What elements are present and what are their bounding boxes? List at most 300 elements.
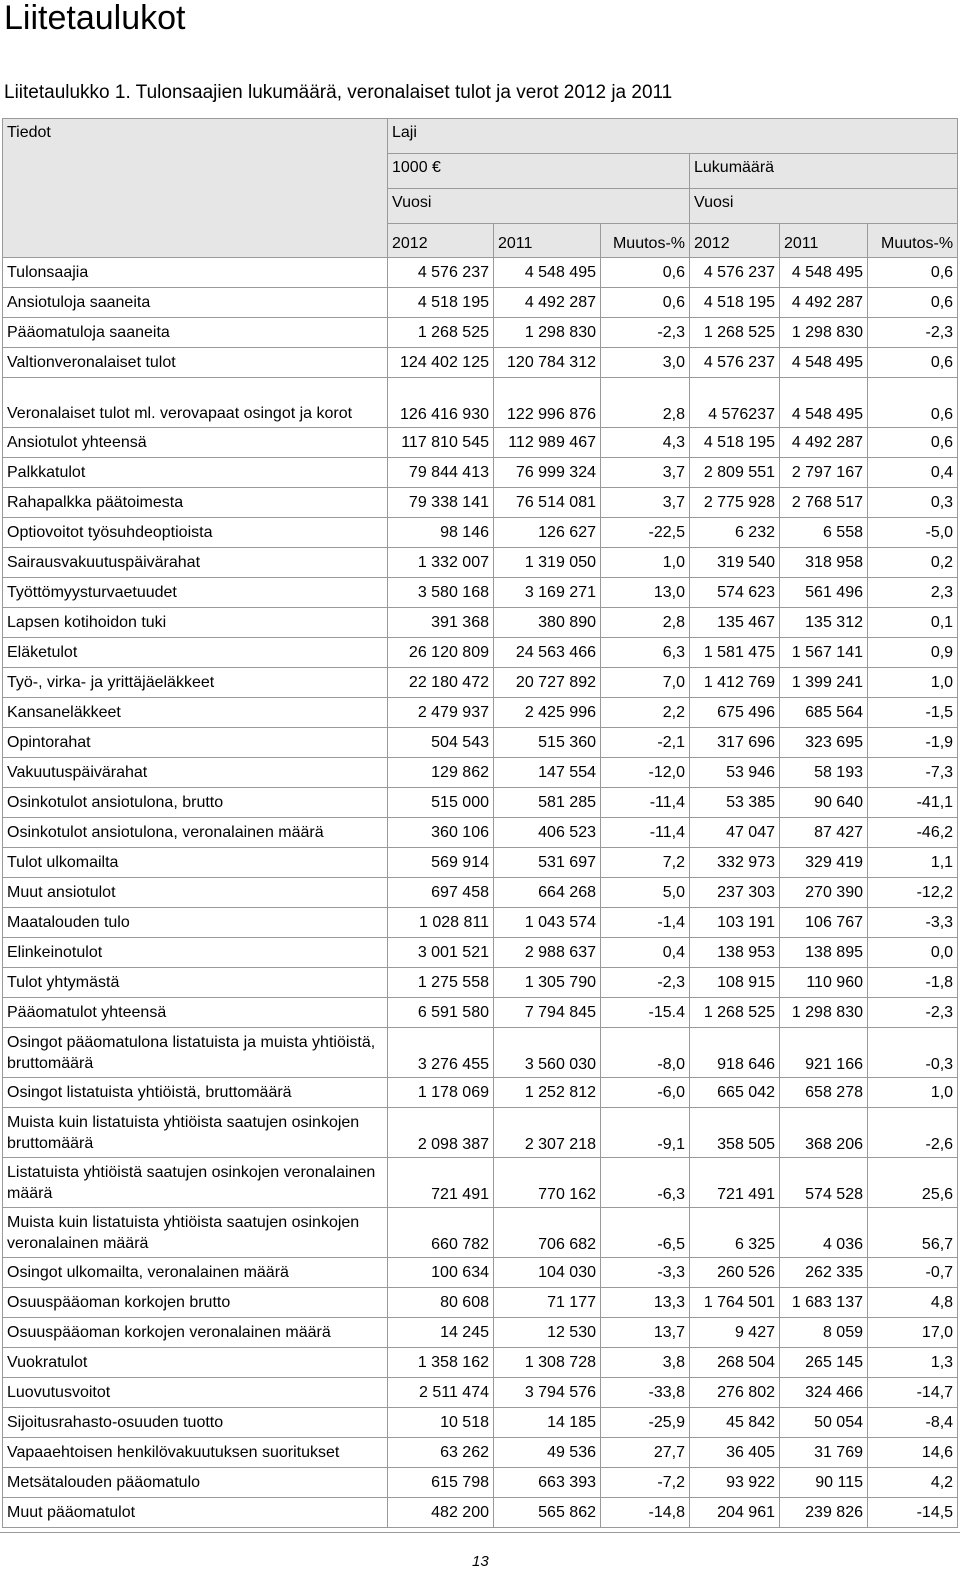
table-cell: 45 842 — [690, 1408, 780, 1438]
table-cell: 106 767 — [780, 908, 868, 938]
table-cell: -2,3 — [601, 968, 690, 998]
table-cell: 531 697 — [494, 848, 601, 878]
table-cell: -41,1 — [868, 788, 958, 818]
table-cell: -9,1 — [601, 1108, 690, 1158]
header-muutos-amount: Muutos-% — [601, 224, 690, 258]
table-cell: 3 794 576 — [494, 1378, 601, 1408]
row-label: Tulot yhtymästä — [3, 968, 388, 998]
table-cell: 126 627 — [494, 518, 601, 548]
table-cell: 8 059 — [780, 1318, 868, 1348]
table-cell: 36 405 — [690, 1438, 780, 1468]
row-label: Muut pääomatulot — [3, 1498, 388, 1528]
row-label: Rahapalkka päätoimesta — [3, 488, 388, 518]
table-row — [3, 638, 958, 668]
table-cell: 323 695 — [780, 728, 868, 758]
table-cell: 49 536 — [494, 1438, 601, 1468]
table-cell: 0,2 — [868, 548, 958, 578]
row-label: Osingot listatuista yhtiöistä, bruttomäärä — [3, 1078, 388, 1108]
table-cell: 135 467 — [690, 608, 780, 638]
table-cell: 71 177 — [494, 1288, 601, 1318]
table-caption: Liitetaulukko 1. Tulonsaajien lukumäärä, veronalaiset tulot ja verot 2012 ja 2011 — [4, 82, 673, 103]
table-cell: 58 193 — [780, 758, 868, 788]
table-cell: 561 496 — [780, 578, 868, 608]
page-title: Liitetaulukot — [4, 0, 186, 37]
table-cell: 0,6 — [868, 428, 958, 458]
table-cell: 319 540 — [690, 548, 780, 578]
table-cell: 12 530 — [494, 1318, 601, 1348]
header-laji: Laji — [388, 119, 958, 154]
table-cell: -22,5 — [601, 518, 690, 548]
row-label: Opintorahat — [3, 728, 388, 758]
table-cell: 126 416 930 — [388, 378, 494, 428]
table-cell: 110 960 — [780, 968, 868, 998]
header-2012-count: 2012 — [690, 224, 780, 258]
row-label: Sijoitusrahasto-osuuden tuotto — [3, 1408, 388, 1438]
table-cell: 124 402 125 — [388, 348, 494, 378]
table-row — [3, 1438, 958, 1468]
table-cell: 80 608 — [388, 1288, 494, 1318]
header-vuosi-count: Vuosi — [690, 189, 958, 224]
table-cell: 3 276 455 — [388, 1028, 494, 1078]
header-tiedot: Tiedot — [3, 119, 388, 258]
table-cell: 329 419 — [780, 848, 868, 878]
table-cell: 4,8 — [868, 1288, 958, 1318]
table-cell: 0,6 — [868, 258, 958, 288]
table-cell: 358 505 — [690, 1108, 780, 1158]
table-cell: 7,2 — [601, 848, 690, 878]
table-cell: 1 683 137 — [780, 1288, 868, 1318]
table-row — [3, 878, 958, 908]
table-cell: 1,1 — [868, 848, 958, 878]
table-cell: 4 548 495 — [494, 258, 601, 288]
table-cell: -7,2 — [601, 1468, 690, 1498]
table-cell: 706 682 — [494, 1208, 601, 1258]
row-label: Listatuista yhtiöistä saatujen osinkojen veronalainen määrä — [3, 1158, 388, 1208]
table-cell: -2,3 — [601, 318, 690, 348]
table-cell: 6,3 — [601, 638, 690, 668]
table-cell: 2 768 517 — [780, 488, 868, 518]
row-label: Osinkotulot ansiotulona, brutto — [3, 788, 388, 818]
table-cell: 7 794 845 — [494, 998, 601, 1028]
row-label: Lapsen kotihoidon tuki — [3, 608, 388, 638]
table-row — [3, 488, 958, 518]
table-cell: -6,5 — [601, 1208, 690, 1258]
table-cell: 3,0 — [601, 348, 690, 378]
table-cell: 1 412 769 — [690, 668, 780, 698]
table-cell: 87 427 — [780, 818, 868, 848]
table-cell: 129 862 — [388, 758, 494, 788]
table-row — [3, 818, 958, 848]
table-cell: 565 862 — [494, 1498, 601, 1528]
table-cell: 1 298 830 — [780, 318, 868, 348]
table-cell: 265 145 — [780, 1348, 868, 1378]
row-label: Valtionveronalaiset tulot — [3, 348, 388, 378]
table-cell: 3 169 271 — [494, 578, 601, 608]
table-cell: 26 120 809 — [388, 638, 494, 668]
row-label: Vakuutuspäivärahat — [3, 758, 388, 788]
row-label: Osuuspääoman korkojen veronalainen määrä — [3, 1318, 388, 1348]
table-cell: 56,7 — [868, 1208, 958, 1258]
table-cell: 63 262 — [388, 1438, 494, 1468]
table-cell: 1 319 050 — [494, 548, 601, 578]
row-label: Muista kuin listatuista yhtiöista saatujen osinkojen veronalainen määrä — [3, 1208, 388, 1258]
table-cell: 108 915 — [690, 968, 780, 998]
table-cell: 615 798 — [388, 1468, 494, 1498]
table-row — [3, 258, 958, 288]
footer-divider — [0, 1532, 960, 1533]
table-cell: 14 245 — [388, 1318, 494, 1348]
table-row — [3, 288, 958, 318]
table-cell: -0,3 — [868, 1028, 958, 1078]
table-cell: 1 764 501 — [690, 1288, 780, 1318]
table-cell: 17,0 — [868, 1318, 958, 1348]
table-cell: 79 844 413 — [388, 458, 494, 488]
table-cell: 2 307 218 — [494, 1108, 601, 1158]
table-cell: -46,2 — [868, 818, 958, 848]
table-header — [3, 119, 958, 258]
table-cell: 262 335 — [780, 1258, 868, 1288]
table-cell: 98 146 — [388, 518, 494, 548]
table-cell: -1,8 — [868, 968, 958, 998]
table-cell: 0,6 — [868, 378, 958, 428]
table-cell: 53 385 — [690, 788, 780, 818]
table-cell: 93 922 — [690, 1468, 780, 1498]
table-cell: 270 390 — [780, 878, 868, 908]
table-cell: -1,4 — [601, 908, 690, 938]
table-row — [3, 318, 958, 348]
table-cell: 1 308 728 — [494, 1348, 601, 1378]
table-cell: -2,1 — [601, 728, 690, 758]
table-row — [3, 1468, 958, 1498]
table-row — [3, 1288, 958, 1318]
table-row — [3, 1318, 958, 1348]
table-cell: 1 275 558 — [388, 968, 494, 998]
table-cell: 20 727 892 — [494, 668, 601, 698]
table-cell: 3,8 — [601, 1348, 690, 1378]
table-row — [3, 1378, 958, 1408]
table-cell: 10 518 — [388, 1408, 494, 1438]
table-cell: 1,0 — [601, 548, 690, 578]
table-cell: 921 166 — [780, 1028, 868, 1078]
table-cell: 4 548 495 — [780, 348, 868, 378]
table-row — [3, 1158, 958, 1208]
table-cell: 0,1 — [868, 608, 958, 638]
table-cell: -14,5 — [868, 1498, 958, 1528]
table-cell: 515 000 — [388, 788, 494, 818]
table-cell: 90 640 — [780, 788, 868, 818]
table-body — [3, 258, 958, 1528]
row-label: Tulot ulkomailta — [3, 848, 388, 878]
table-cell: 675 496 — [690, 698, 780, 728]
table-cell: 2 479 937 — [388, 698, 494, 728]
table-cell: 721 491 — [690, 1158, 780, 1208]
table-cell: 2 425 996 — [494, 698, 601, 728]
table-cell: 3 001 521 — [388, 938, 494, 968]
table-cell: 1 043 574 — [494, 908, 601, 938]
table-cell: 2 988 637 — [494, 938, 601, 968]
table-row — [3, 1348, 958, 1378]
table-cell: 260 526 — [690, 1258, 780, 1288]
table-cell: 9 427 — [690, 1318, 780, 1348]
table-cell: 2,2 — [601, 698, 690, 728]
table-cell: 6 325 — [690, 1208, 780, 1258]
table-cell: 4 492 287 — [780, 288, 868, 318]
table-cell: 24 563 466 — [494, 638, 601, 668]
row-label: Työttömyysturvaetuudet — [3, 578, 388, 608]
table-cell: 1 252 812 — [494, 1078, 601, 1108]
table-row — [3, 518, 958, 548]
table-cell: -1,5 — [868, 698, 958, 728]
row-label: Pääomatulot yhteensä — [3, 998, 388, 1028]
table-cell: 14,6 — [868, 1438, 958, 1468]
table-cell: 3 560 030 — [494, 1028, 601, 1078]
table-cell: 2 511 474 — [388, 1378, 494, 1408]
table-cell: 138 895 — [780, 938, 868, 968]
table-cell: 13,3 — [601, 1288, 690, 1318]
table-cell: 5,0 — [601, 878, 690, 908]
table-cell: 13,7 — [601, 1318, 690, 1348]
table-cell: 6 591 580 — [388, 998, 494, 1028]
table-row — [3, 998, 958, 1028]
table-cell: 660 782 — [388, 1208, 494, 1258]
table-cell: 103 191 — [690, 908, 780, 938]
header-2012-amount: 2012 — [388, 224, 494, 258]
table-cell: 3,7 — [601, 488, 690, 518]
table-cell: 117 810 545 — [388, 428, 494, 458]
table-cell: -14,7 — [868, 1378, 958, 1408]
table-row — [3, 348, 958, 378]
table-cell: 3,7 — [601, 458, 690, 488]
table-cell: 317 696 — [690, 728, 780, 758]
table-row — [3, 728, 958, 758]
table-row — [3, 848, 958, 878]
table-row — [3, 458, 958, 488]
table-row — [3, 908, 958, 938]
table-cell: -2,6 — [868, 1108, 958, 1158]
table-cell: 4 576 237 — [690, 258, 780, 288]
table-cell: 276 802 — [690, 1378, 780, 1408]
table-row — [3, 578, 958, 608]
table-cell: 7,0 — [601, 668, 690, 698]
table-cell: 135 312 — [780, 608, 868, 638]
table-cell: 1 332 007 — [388, 548, 494, 578]
table-cell: 1 358 162 — [388, 1348, 494, 1378]
row-label: Ansiotuloja saaneita — [3, 288, 388, 318]
header-2011-amount: 2011 — [494, 224, 601, 258]
row-label: Muut ansiotulot — [3, 878, 388, 908]
table-cell: 4 518 195 — [690, 288, 780, 318]
table-cell: 104 030 — [494, 1258, 601, 1288]
header-unit-1000eur: 1000 € — [388, 154, 690, 189]
table-cell: 2 775 928 — [690, 488, 780, 518]
table-cell: 368 206 — [780, 1108, 868, 1158]
row-label: Vuokratulot — [3, 1348, 388, 1378]
table-cell: 2,8 — [601, 378, 690, 428]
table-row — [3, 1408, 958, 1438]
table-cell: 391 368 — [388, 608, 494, 638]
row-label: Pääomatuloja saaneita — [3, 318, 388, 348]
table-row — [3, 1498, 958, 1528]
table-cell: -33,8 — [601, 1378, 690, 1408]
table-row — [3, 548, 958, 578]
table-cell: 76 514 081 — [494, 488, 601, 518]
header-muutos-count: Muutos-% — [868, 224, 958, 258]
row-label: Muista kuin listatuista yhtiöista saatujen osinkojen bruttomäärä — [3, 1108, 388, 1158]
header-vuosi-amount: Vuosi — [388, 189, 690, 224]
table-cell: 658 278 — [780, 1078, 868, 1108]
table-cell: -11,4 — [601, 788, 690, 818]
table-cell: 4 518 195 — [388, 288, 494, 318]
table-cell: 76 999 324 — [494, 458, 601, 488]
row-label: Elinkeinotulot — [3, 938, 388, 968]
table-cell: 4,3 — [601, 428, 690, 458]
table-cell: 664 268 — [494, 878, 601, 908]
table-cell: -8,4 — [868, 1408, 958, 1438]
table-cell: -14,8 — [601, 1498, 690, 1528]
table-cell: -25,9 — [601, 1408, 690, 1438]
table-cell: -15.4 — [601, 998, 690, 1028]
table-cell: 4 548 495 — [780, 378, 868, 428]
table-cell: 0,6 — [601, 258, 690, 288]
table-cell: 4 036 — [780, 1208, 868, 1258]
table-cell: 120 784 312 — [494, 348, 601, 378]
table-cell: 27,7 — [601, 1438, 690, 1468]
table-cell: 1 399 241 — [780, 668, 868, 698]
table-cell: 2,3 — [868, 578, 958, 608]
table-row — [3, 968, 958, 998]
table-cell: 0,6 — [868, 288, 958, 318]
table-cell: 138 953 — [690, 938, 780, 968]
table-cell: 6 232 — [690, 518, 780, 548]
table-cell: 574 528 — [780, 1158, 868, 1208]
table-cell: 569 914 — [388, 848, 494, 878]
table-cell: 1 268 525 — [690, 998, 780, 1028]
table-cell: 0,3 — [868, 488, 958, 518]
table-cell: 515 360 — [494, 728, 601, 758]
table-cell: -0,7 — [868, 1258, 958, 1288]
table-cell: 332 973 — [690, 848, 780, 878]
table-cell: 721 491 — [388, 1158, 494, 1208]
table-cell: 1 268 525 — [690, 318, 780, 348]
table-cell: 1,0 — [868, 1078, 958, 1108]
table-row — [3, 378, 958, 428]
table-cell: 4,2 — [868, 1468, 958, 1498]
table-row — [3, 698, 958, 728]
table-cell: -8,0 — [601, 1028, 690, 1078]
table-row — [3, 1078, 958, 1108]
table-cell: 1 178 069 — [388, 1078, 494, 1108]
table-row — [3, 788, 958, 818]
table-cell: 239 826 — [780, 1498, 868, 1528]
page-number: 13 — [472, 1553, 489, 1570]
header-2011-count: 2011 — [780, 224, 868, 258]
table-cell: 79 338 141 — [388, 488, 494, 518]
table-cell: -6,0 — [601, 1078, 690, 1108]
table-cell: 13,0 — [601, 578, 690, 608]
row-label: Työ-, virka- ja yrittäjäeläkkeet — [3, 668, 388, 698]
table-cell: 574 623 — [690, 578, 780, 608]
table-cell: -12,2 — [868, 878, 958, 908]
table-cell: 237 303 — [690, 878, 780, 908]
table-cell: -1,9 — [868, 728, 958, 758]
table-cell: 685 564 — [780, 698, 868, 728]
row-label: Tulonsaajia — [3, 258, 388, 288]
header-lukumaara: Lukumäärä — [690, 154, 958, 189]
table-cell: 6 558 — [780, 518, 868, 548]
row-label: Eläketulot — [3, 638, 388, 668]
table-cell: 0,4 — [601, 938, 690, 968]
table-cell: 581 285 — [494, 788, 601, 818]
table-cell: 4 518 195 — [690, 428, 780, 458]
table-cell: 47 047 — [690, 818, 780, 848]
table-cell: 50 054 — [780, 1408, 868, 1438]
table-cell: 22 180 472 — [388, 668, 494, 698]
table-cell: -3,3 — [868, 908, 958, 938]
table-cell: -6,3 — [601, 1158, 690, 1208]
table-cell: 0,9 — [868, 638, 958, 668]
table-row — [3, 1028, 958, 1078]
table-row — [3, 608, 958, 638]
table-cell: 697 458 — [388, 878, 494, 908]
table-row — [3, 1108, 958, 1158]
table-cell: 1,3 — [868, 1348, 958, 1378]
table-cell: 1 028 811 — [388, 908, 494, 938]
table-cell: 1 268 525 — [388, 318, 494, 348]
table-cell: 406 523 — [494, 818, 601, 848]
table-cell: 4 576 237 — [690, 348, 780, 378]
table-row — [3, 938, 958, 968]
table-cell: 122 996 876 — [494, 378, 601, 428]
table-cell: 90 115 — [780, 1468, 868, 1498]
table-cell: -2,3 — [868, 318, 958, 348]
table-cell: -11,4 — [601, 818, 690, 848]
table-cell: 482 200 — [388, 1498, 494, 1528]
table-cell: 1 298 830 — [780, 998, 868, 1028]
table-row — [3, 668, 958, 698]
table-cell: 2 098 387 — [388, 1108, 494, 1158]
table-cell: 2,8 — [601, 608, 690, 638]
row-label: Osuuspääoman korkojen brutto — [3, 1288, 388, 1318]
table-cell: 504 543 — [388, 728, 494, 758]
table-cell: -7,3 — [868, 758, 958, 788]
table-cell: 100 634 — [388, 1258, 494, 1288]
table-row — [3, 758, 958, 788]
table-cell: 324 466 — [780, 1378, 868, 1408]
table-cell: 1,0 — [868, 668, 958, 698]
table-cell: 25,6 — [868, 1158, 958, 1208]
row-label: Metsätalouden pääomatulo — [3, 1468, 388, 1498]
table-cell: 4 548 495 — [780, 258, 868, 288]
table-cell: 1 581 475 — [690, 638, 780, 668]
table-cell: 3 580 168 — [388, 578, 494, 608]
table-cell: 0,0 — [868, 938, 958, 968]
table-cell: 360 106 — [388, 818, 494, 848]
table-cell: 268 504 — [690, 1348, 780, 1378]
row-label: Veronalaiset tulot ml. verovapaat osingot ja korot — [3, 378, 388, 428]
table-cell: 770 162 — [494, 1158, 601, 1208]
table-cell: -3,3 — [601, 1258, 690, 1288]
table-cell: 4 492 287 — [780, 428, 868, 458]
table-cell: 1 305 790 — [494, 968, 601, 998]
table-cell: 380 890 — [494, 608, 601, 638]
table-cell: 1 298 830 — [494, 318, 601, 348]
table-row — [3, 428, 958, 458]
row-label: Maatalouden tulo — [3, 908, 388, 938]
table-cell: 318 958 — [780, 548, 868, 578]
table-cell: 0,4 — [868, 458, 958, 488]
row-label: Optiovoitot työsuhdeoptioista — [3, 518, 388, 548]
table-cell: 53 946 — [690, 758, 780, 788]
